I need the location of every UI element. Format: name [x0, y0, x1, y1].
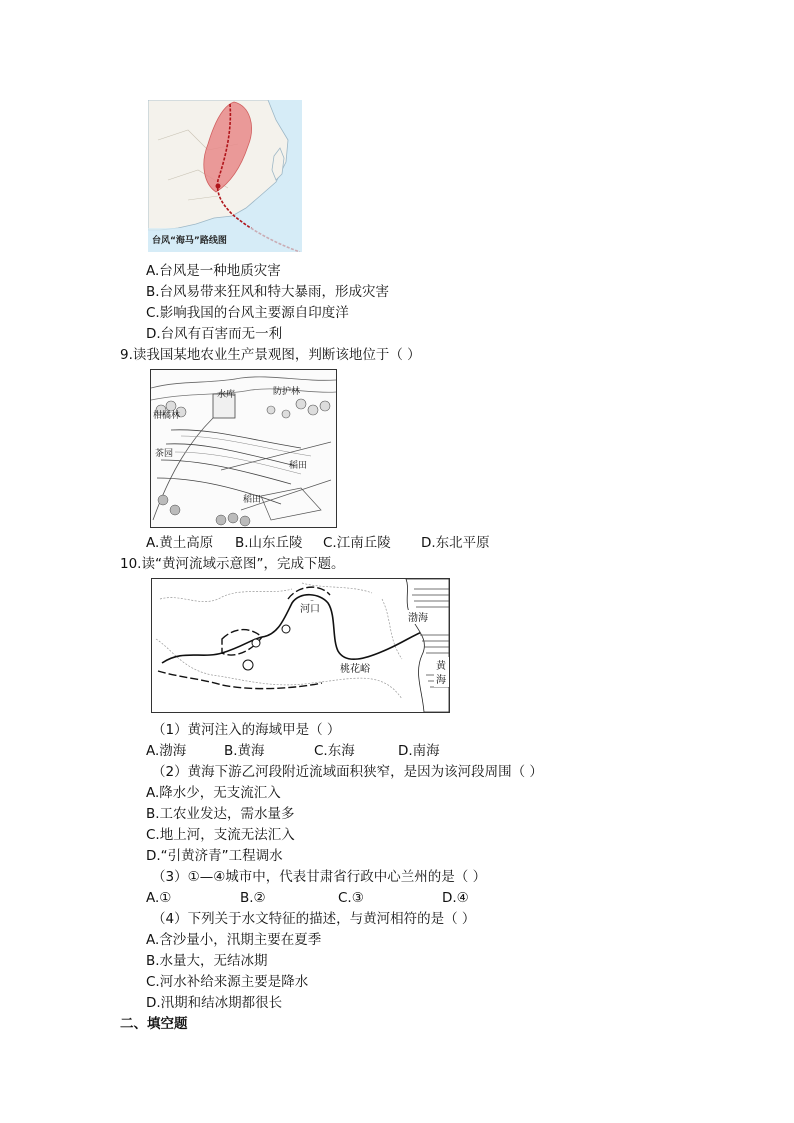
q8-option-b: B.台风易带来狂风和特大暴雨，形成灾害: [146, 284, 390, 300]
q9-option-b: B.山东丘陵: [235, 535, 303, 551]
q10-sub1-stem: （1）黄河注入的海域甲是（ ）: [152, 722, 341, 738]
q10-stem: 10.读“黄河流域示意图”，完成下题。: [120, 556, 345, 572]
q10-sub4-option-d: D.汛期和结冰期都很长: [146, 995, 283, 1011]
q10-sub3-option-a: A.①: [146, 890, 172, 906]
q10-sub2-option-d: D.“引黄济青”工程调水: [146, 848, 283, 864]
q9-option-c: C.江南丘陵: [323, 535, 391, 551]
landscape-svg: [151, 370, 336, 527]
label-bohai: 渤海: [408, 613, 428, 624]
q10-sub4-option-a: A.含沙量小，汛期主要在夏季: [146, 932, 322, 948]
agriculture-landscape-figure: [150, 369, 337, 528]
yellow-river-svg: [152, 579, 449, 712]
q10-sub4-stem: （4）下列关于水文特征的描述，与黄河相符的是（ ）: [152, 911, 476, 927]
q10-sub2-option-c: C.地上河，支流无法汇入: [146, 827, 295, 843]
q8-option-c: C.影响我国的台风主要源自印度洋: [146, 305, 349, 321]
q10-sub1-option-c: C.东海: [314, 743, 355, 759]
q10-sub3-stem: （3）①—④城市中，代表甘肃省行政中心兰州的是（ ）: [152, 869, 487, 885]
q8-option-d: D.台风有百害而无一利: [146, 326, 283, 342]
label-huanghai-2: 海: [436, 675, 446, 686]
typhoon-map-svg: [148, 100, 302, 252]
label-hekou: 河口: [300, 604, 320, 615]
section-heading-fill-in: 二、填空题: [120, 1016, 188, 1032]
q10-sub3-option-c: C.③: [338, 890, 364, 906]
label-shelterbelt: 防护林: [273, 387, 301, 397]
q10-sub3-option-b: B.②: [240, 890, 266, 906]
typhoon-track-map: [148, 100, 302, 252]
q10-sub3-option-d: D.④: [442, 890, 469, 906]
q9-options: [146, 534, 490, 552]
q10-sub1-options: [146, 742, 440, 760]
q10-sub3-options: [146, 889, 469, 907]
q8-option-a: A.台风是一种地质灾害: [146, 263, 281, 279]
q9-option-a: A.黄土高原: [146, 535, 214, 551]
q9-stem: 9.读我国某地农业生产景观图，判断该地位于（ ）: [120, 347, 421, 363]
label-tea-garden: 茶园: [155, 449, 174, 459]
label-paddy-2: 稻田: [243, 495, 262, 505]
q10-sub4-option-b: B.水量大，无结冰期: [146, 953, 268, 969]
label-huanghai-1: 黄: [436, 661, 446, 672]
q10-sub2-option-b: B.工农业发达，需水量多: [146, 806, 295, 822]
label-taohuayu: 桃花峪: [340, 664, 370, 675]
yellow-river-basin-map: [151, 578, 450, 713]
q10-sub1-option-a: A.渤海: [146, 743, 187, 759]
q9-option-d: D.东北平原: [421, 535, 490, 551]
q10-sub2-stem: （2）黄海下游乙河段附近流域面积狭窄，是因为该河段周围（ ）: [152, 764, 543, 780]
q10-sub1-option-d: D.南海: [398, 743, 440, 759]
label-orange-forest: 柑橘林: [153, 411, 181, 421]
q10-sub1-option-b: B.黄海: [224, 743, 265, 759]
label-paddy-1: 稻田: [289, 461, 308, 471]
label-reservoir: 水库: [217, 390, 236, 400]
q10-sub2-option-a: A.降水少，无支流汇入: [146, 785, 281, 801]
q10-sub4-option-c: C.河水补给来源主要是降水: [146, 974, 309, 990]
typhoon-map-caption: 台风“海马”路线图: [152, 236, 227, 246]
